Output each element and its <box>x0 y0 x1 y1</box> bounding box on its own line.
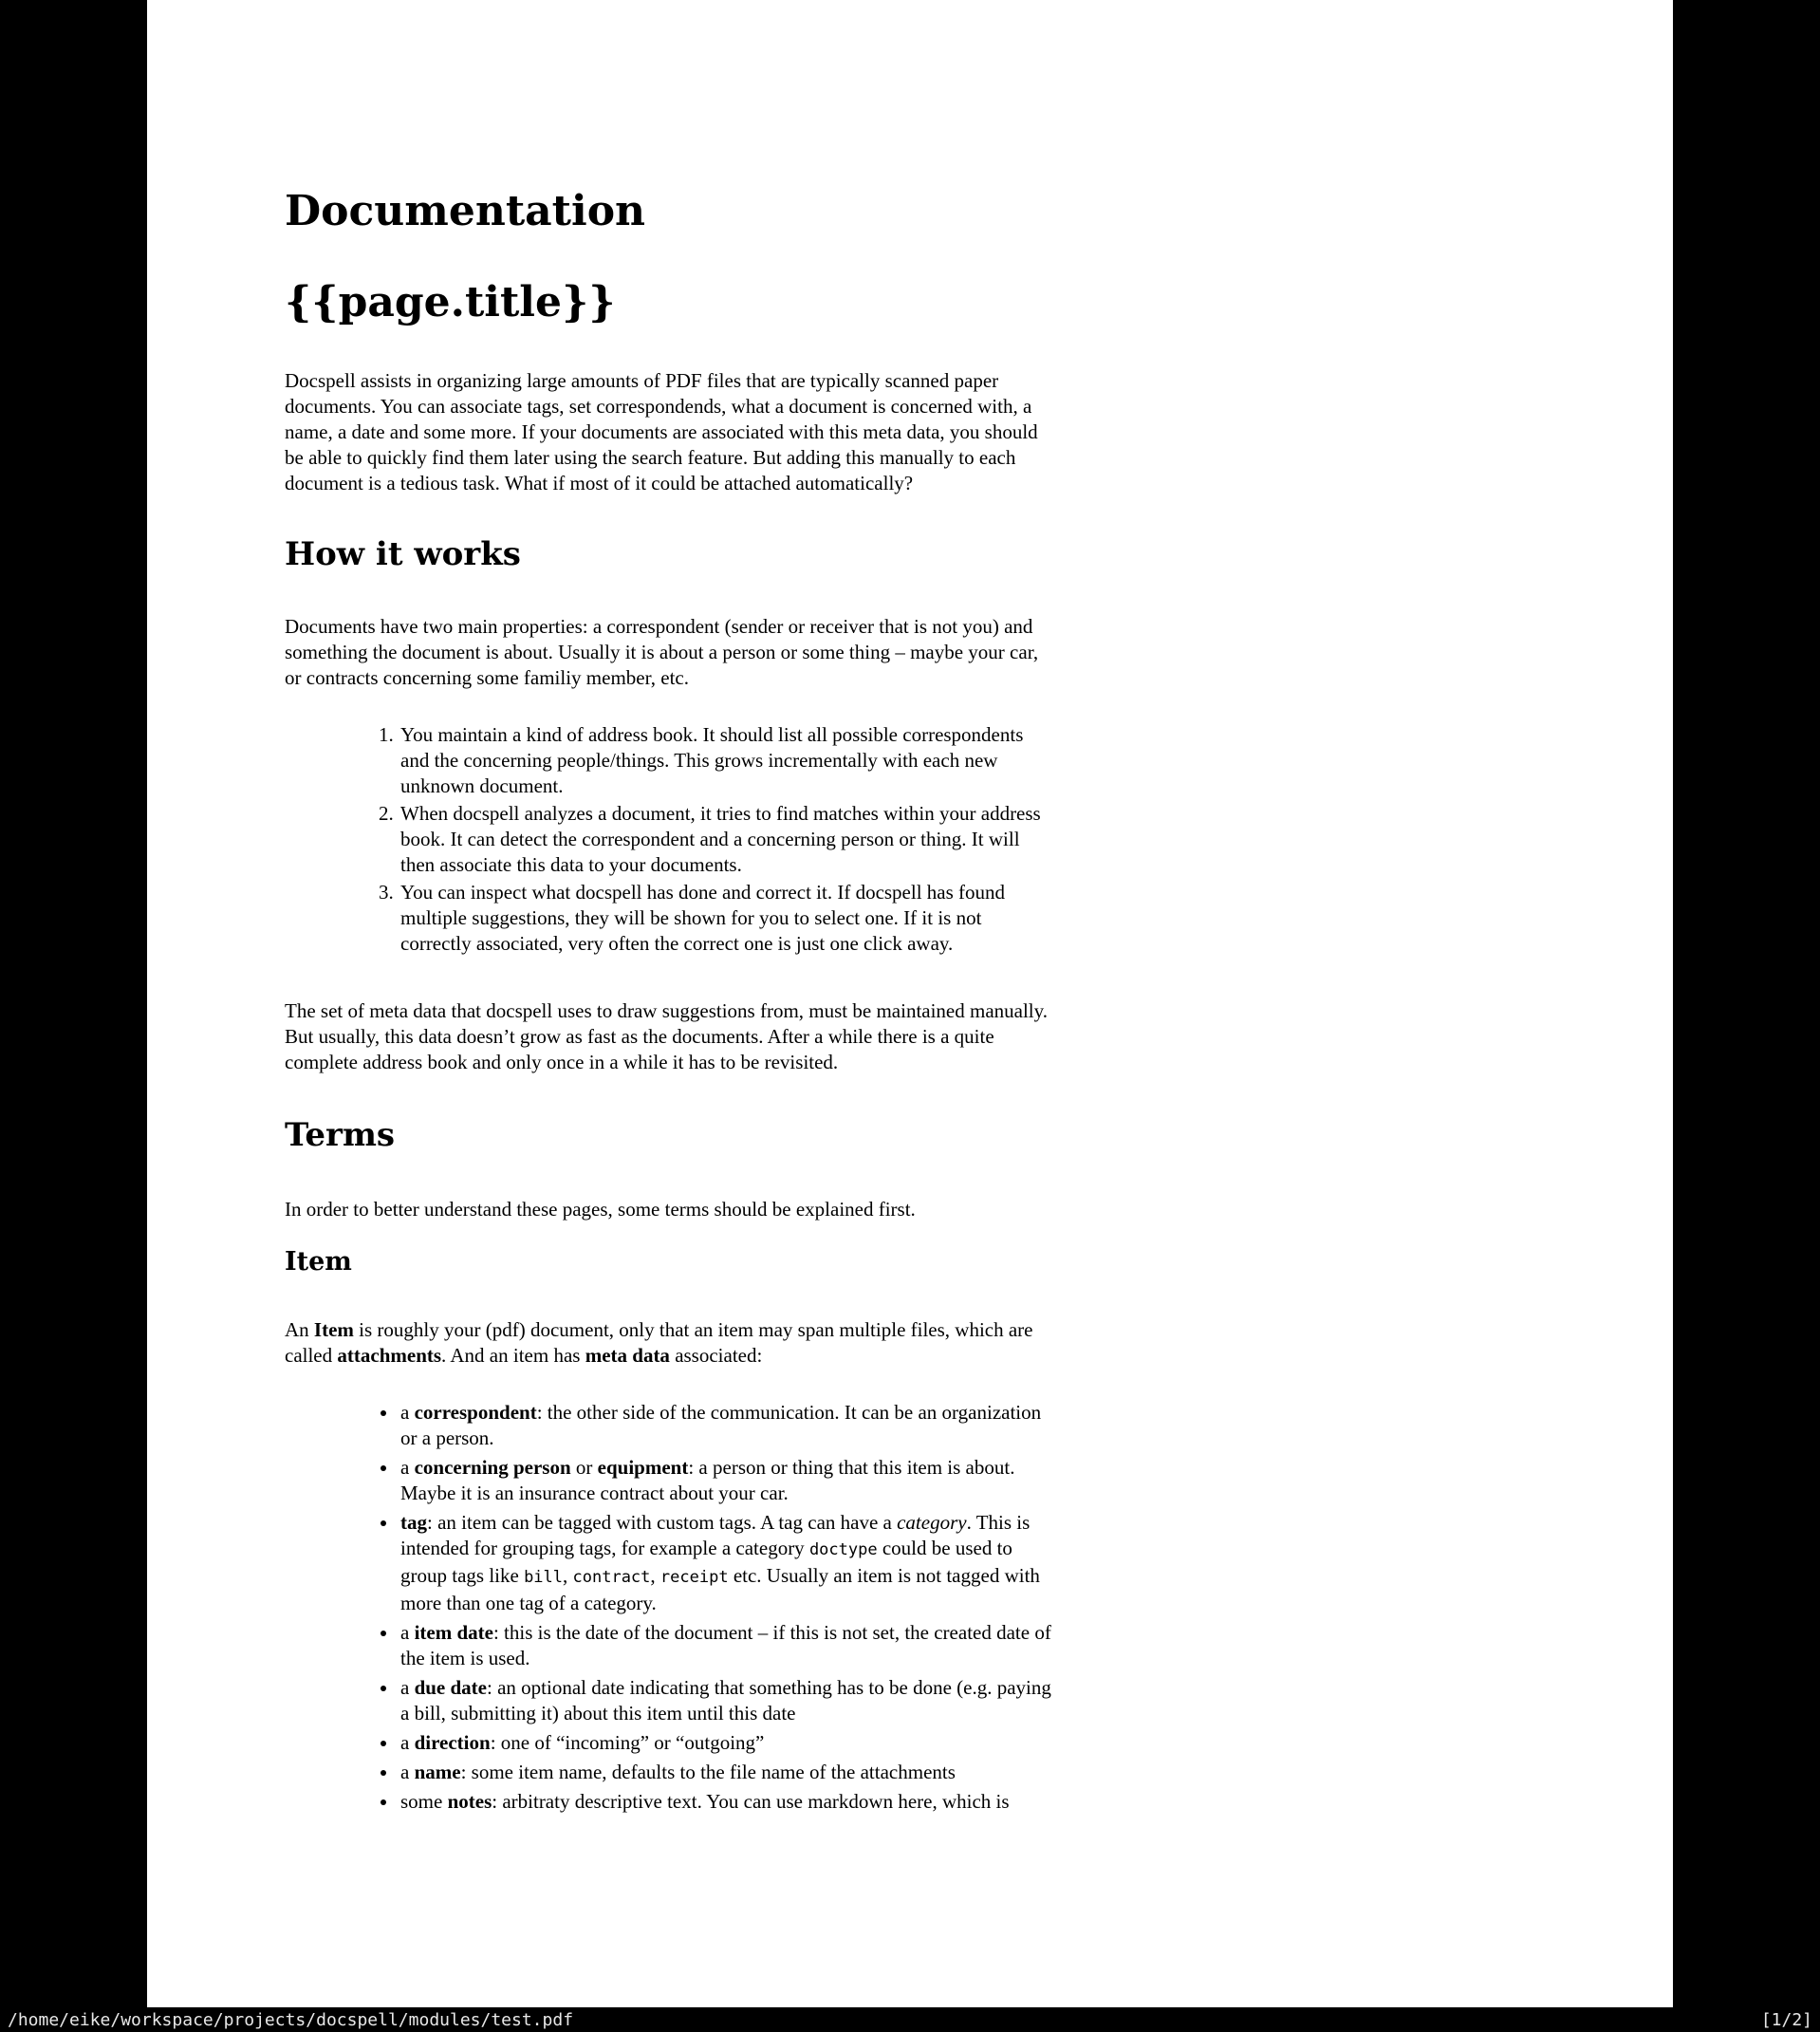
page-indicator: [1/2] <box>1760 2009 1812 2030</box>
list-item: • a due date: an optional date indicating that something has to be done (e.g. paying a bill, submitting it) about this item until this date <box>399 1675 1055 1726</box>
paragraph-how-it-works: Documents have two main properties: a correspondent (sender or receiver that is not you) and something the document is about. Usually it is about a person or some thing – maybe your car, or contracts concerning some familiy member, etc. <box>285 615 1039 690</box>
list-item: • a name: some item name, defaults to the file name of the attachments <box>399 1760 1055 1785</box>
item-properties-list <box>285 1400 1055 1815</box>
doc-title: Documentation <box>285 187 646 235</box>
file-path: /home/eike/workspace/projects/docspell/modules/test.pdf <box>8 2009 574 2030</box>
list-item: 2. When docspell analyzes a document, it tries to find matches within your address book. It can detect the correspondent and a concerning person or thing. It will then associate this data to your documents. <box>399 801 1055 878</box>
list-item: 3. You can inspect what docspell has done and correct it. If docspell has found multiple suggestions, they will be shown for you to select one. If it is not correctly associated, very often the correct one is just one click away. <box>399 880 1055 957</box>
statusbar <box>0 2007 1820 2032</box>
section-heading-how-it-works: How it works <box>285 535 521 574</box>
paragraph-terms-intro: In order to better understand these pages, some terms should be explained first. <box>285 1197 916 1221</box>
steps-list <box>285 722 1055 957</box>
list-item: • a direction: one of “incoming” or “outgoing” <box>399 1730 1055 1756</box>
paragraph-intro: Docspell assists in organizing large amounts of PDF files that are typically scanned paper documents. You can associate tags, set correspondends, what a document is concerned with, a name, a date and some more. If your documents are associated with this meta data, you should be able to quickly find them later using the search feature. But adding this manually to each document is a tedious task. What if most of it could be attached automatically? <box>285 369 1038 495</box>
list-item: • a item date: this is the date of the document – if this is not set, the created date of the item is used. <box>399 1620 1055 1671</box>
list-item: • some notes: arbitraty descriptive text. You can use markdown here, which is <box>399 1789 1055 1815</box>
paragraph-item-definition: An Item is roughly your (pdf) document, only that an item may span multiple files, which are called attachments. And an item has meta data associated: <box>285 1318 1033 1368</box>
list-item: • a concerning person or equipment: a person or thing that this item is about. Maybe it is an insurance contract about your car. <box>399 1455 1055 1506</box>
subsection-heading-item: Item <box>285 1246 352 1277</box>
list-item: • tag: an item can be tagged with custom tags. A tag can have a category. This is intended for grouping tags, for example a category doctype could be used to group tags like bill, contract, receipt etc. Usually an item is not tagged with more than one tag of a category. <box>399 1510 1055 1616</box>
doc-subtitle: {{page.title}} <box>285 278 616 327</box>
document-content <box>285 0 1055 1815</box>
list-item: • a correspondent: the other side of the communication. It can be an organization or a person. <box>399 1400 1055 1451</box>
paragraph-meta-data: The set of meta data that docspell uses to draw suggestions from, must be maintained manually. But usually, this data doesn’t grow as fast as the documents. After a while there is a quite complete address book and only once in a while it has to be revisited. <box>285 999 1049 1074</box>
section-heading-terms: Terms <box>285 1116 396 1155</box>
pdf-page[interactable] <box>147 0 1673 2007</box>
list-item: 1. You maintain a kind of address book. It should list all possible correspondents and the concerning people/things. This grows incrementally with each new unknown document. <box>399 722 1055 799</box>
